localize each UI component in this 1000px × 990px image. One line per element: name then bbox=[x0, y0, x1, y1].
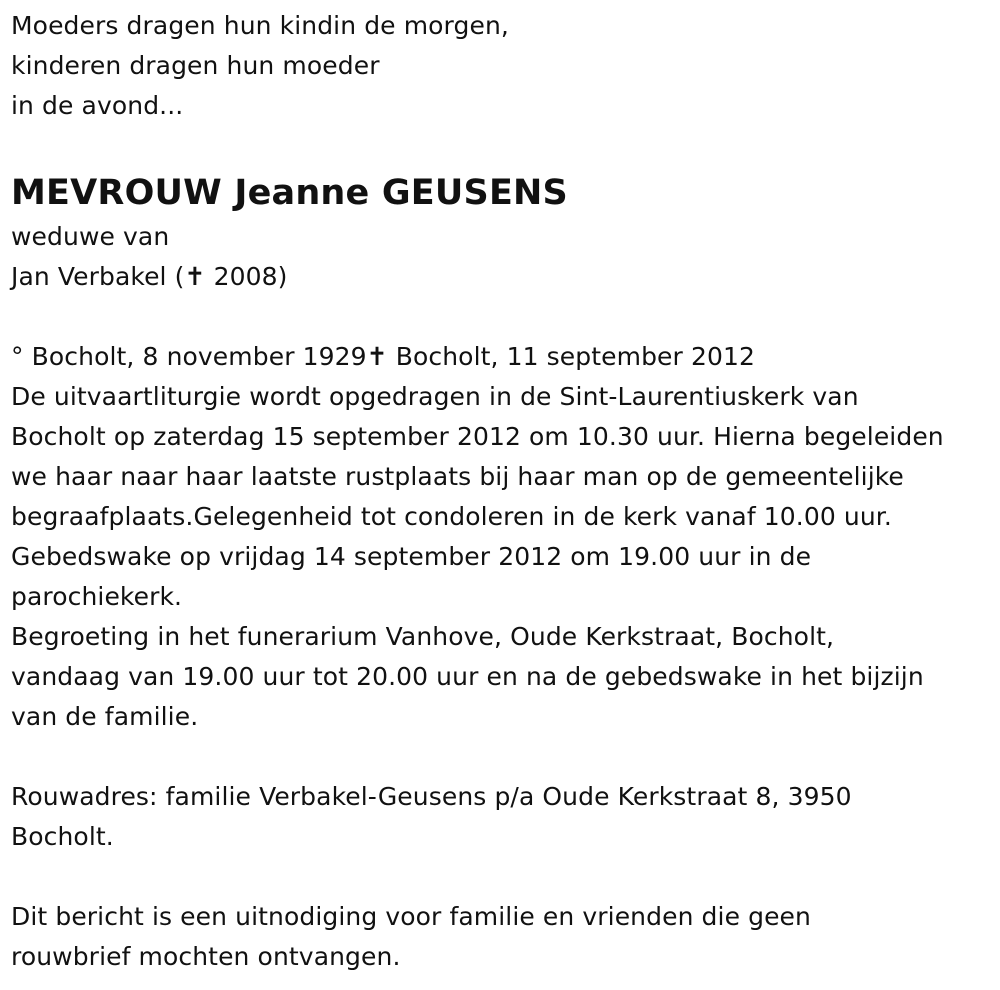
funeral-line: begraafplaats.Gelegenheid tot condoleren in de kerk vanaf 10.00 uur. bbox=[11, 502, 892, 531]
poem-line: kinderen dragen hun moeder bbox=[11, 51, 380, 80]
address-line: Bocholt. bbox=[11, 822, 114, 851]
poem-line: in de avond... bbox=[11, 91, 184, 120]
address-line: Rouwadres: familie Verbakel-Geusens p/a Oude Kerkstraat 8, 3950 bbox=[11, 782, 852, 811]
birth-death-dates: ° Bocholt, 8 november 1929✝ Bocholt, 11 september 2012 bbox=[11, 342, 755, 371]
notice-line: Dit bericht is een uitnodiging voor familie en vrienden die geen bbox=[11, 902, 811, 931]
funeral-line: we haar naar haar laatste rustplaats bij haar man op de gemeentelijke bbox=[11, 462, 904, 491]
mourning-address bbox=[11, 777, 1000, 857]
funeral-details bbox=[11, 377, 1000, 737]
spacer bbox=[11, 126, 1000, 169]
funeral-line: Bocholt op zaterdag 15 september 2012 om 10.30 uur. Hierna begeleiden bbox=[11, 422, 944, 451]
spouse-line: Jan Verbakel (✝ 2008) bbox=[11, 262, 288, 291]
poem-line: Moeders dragen hun kindin de morgen, bbox=[11, 11, 509, 40]
funeral-line: van de familie. bbox=[11, 702, 199, 731]
funeral-line: Gebedswake op vrijdag 14 september 2012 om 19.00 uur in de bbox=[11, 542, 812, 571]
closing-notice bbox=[11, 897, 1000, 977]
spacer bbox=[11, 297, 1000, 337]
poem bbox=[11, 6, 1000, 126]
spacer bbox=[11, 857, 1000, 897]
deceased-name-title: MEVROUW Jeanne GEUSENS bbox=[11, 173, 568, 213]
notice-line: rouwbrief mochten ontvangen. bbox=[11, 942, 401, 971]
funeral-line: Begroeting in het funerarium Vanhove, Oude Kerkstraat, Bocholt, bbox=[11, 622, 835, 651]
funeral-line: parochiekerk. bbox=[11, 582, 183, 611]
funeral-line: De uitvaartliturgie wordt opgedragen in de Sint-Laurentiuskerk van bbox=[11, 382, 859, 411]
spouse-line: weduwe van bbox=[11, 222, 170, 251]
funeral-line: vandaag van 19.00 uur tot 20.00 uur en na de gebedswake in het bijzijn bbox=[11, 662, 924, 691]
spouse-info bbox=[11, 217, 1000, 297]
spacer bbox=[11, 737, 1000, 777]
